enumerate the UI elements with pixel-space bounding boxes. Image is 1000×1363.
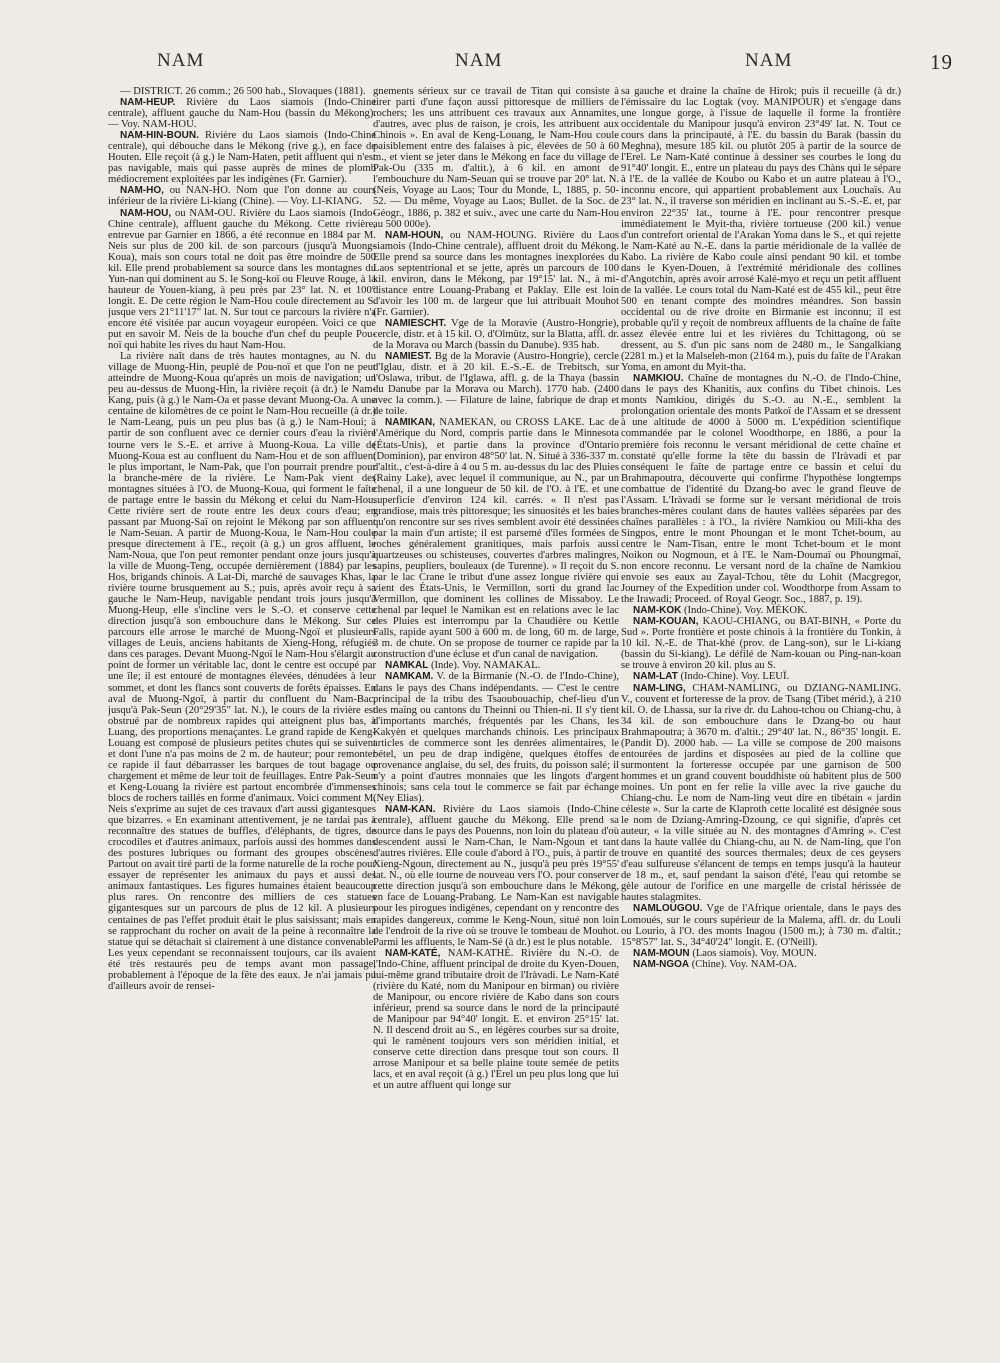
dictionary-entry	[373, 417, 619, 660]
entry-text: ou NAN-HO. Nom que l'on donne au cours inférieur de la rivière Li-kiang (Chine). — Voy. LI-KIANG.	[108, 185, 376, 208]
entry-headword: NAM-KATÉ,	[385, 947, 441, 959]
entry-text: sa gauche et draine la chaîne de Hirok; puis il recueille (à dr.) l'émissaire du lac Logtak (voy. MANIPOUR) et s'engage dans une longue gorge, à l'issue de laquelle il forme la frontière occidentale du Manipour jusqu'à environ 23°49' lat. N. Tout ce cours dans la principauté, à l'E. du bassin du Barak (bassin du Meghna), mesure 185 kil. ou plutôt 205 à partir de la source de l'Erel. Le Nam-Katé continue à dessiner ses courbes le long du 91°40' longit. E., entre un plateau du pays des Chàns qui le sépare à l'E. de la vallée de Koubo ou Kabo et un autre plateau à l'O., inconnu encore, qui appartient probablement aux Louchaïs. Au 23° lat. N., il traverse son méridien en inclinant au S.-S.-E. et, par environ 22°35' lat., tourne à l'E. pour rencontrer presque immédiatement le Myit-tha, rivière tortueuse (200 kil.) venue d'un contrefort oriental de l'Arakan Yoma dans le S., et qui rejette le Nam-Katé au N.-E. dans la partie méridionale de la vallée de Kabo. La rivière de Kabo coule ainsi pendant 90 kil. et tombe dans le Kyen-Douen, à l'extrémité méridionale des collines d'Angotchin, après avoir arrosé Kalé-myo et reçu un petit affluent de la vallée. Le cours total du Nam-Katé est de 455 kil., peut être 500 en tenant compte des moindres méandres. Son bassin occidental ou de rive droite en Birmanie est inconnu; il est probable qu'il y reçoit de nombreux affluents de la chaîne de faîte assez élevée entre lui et les rivières du Tchittagong, où se dressent, au S. d'un pic sans nom de 2480 m., le Sangalkiang (2281 m.) et la Malseleh-mon (2164 m.), puis du faîte de l'Arakan Yoma, en amont du Myit-tha.	[621, 86, 901, 374]
dictionary-entry	[621, 373, 901, 605]
entry-text: gnements sérieux sur ce travail de Titan qui consiste à tirer parti d'une façon aussi pittoresque de milliers de rochers; les uns attribuent ces travaux aux Annamites, d'autres, avec plus de raison, je crois, les attribuent aux Chinois ». En aval de Keng-Louang, le Nam-Hou coule paisiblement entre des falaises à pic, élevées de 50 à 60 m., et vient se jeter dans le Mékong en face du village de Pak-Ou (335 m. d'altit.), à 6 kil. en amont de l'embouchure du Nam-Seuan qui se trouve par 20° lat. N. (Neis, Voyage au Laos; Tour du Monde, L, 1885, p. 50-52. — Du même, Voyage au Laos; Bullet. de la Soc. de Géogr., 1886, p. 382 et suiv., avec une carte du Nam-Hou au 500 000e).	[373, 86, 619, 230]
dictionary-entry	[621, 86, 901, 373]
dictionary-entry	[621, 683, 901, 904]
entry-headword: NAM-HIN-BOUN.	[120, 130, 199, 142]
entry-headword: NAMLOUGOU.	[633, 903, 703, 915]
dictionary-entry	[108, 86, 376, 97]
entry-headword: NAM-LAT	[633, 671, 678, 683]
entry-headword: NAM-NGOA	[633, 958, 690, 970]
column-left	[108, 86, 376, 1348]
dictionary-entry	[108, 130, 376, 185]
column-middle	[373, 86, 619, 1348]
running-head-left: NAM	[157, 50, 205, 71]
entry-text: KAOU-CHIANG, ou BAT-BINH, « Porte du Sud ». Porte frontière et poste chinois à la frontière du Tonkin, à 10 kil. N.-E. de That-khé (prov. de Lang-son), sur le Li-kiang (bassin du Si-kiang). Le défilé de Nam-kouan ou Ping-nan-koan se trouve à environ 20 kil. plus au S.	[621, 616, 901, 672]
running-head-center: NAM	[455, 50, 503, 71]
entry-headword: NAM-KAN.	[385, 804, 436, 816]
running-head-right: NAM	[745, 50, 793, 71]
dictionary-entry	[373, 804, 619, 948]
dictionary-entry	[373, 948, 619, 1092]
dictionary-entry	[373, 671, 619, 804]
entry-text: (Chine). Voy. NAM-OA.	[691, 958, 797, 970]
entry-headword: NAM-HOU,	[120, 207, 172, 219]
dictionary-entry	[621, 671, 901, 682]
entry-headword: NAMKAM.	[385, 671, 434, 683]
entry-text: ou NAM-HOUNG. Rivière du Laos siamois (Indo-Chine centrale), affluent droit du Mékong. Elle prend sa source dans les montagnes inexplorées du Laos septentrional et se jette, après un parcours de 100 kil. environ, dans le Mékong, par 19°15' lat. N., à mi-distance entre Louang-Prabang et Paklay. Elle est loin d'avoir les 100 m. de largeur que lui attribuait Mouhot (Fr. Garnier).	[373, 229, 619, 318]
entry-headword: NAM-KOK	[633, 605, 682, 617]
dictionary-entry	[108, 97, 376, 130]
entry-text: (Indo-Chine). Voy. LEUÏ.	[680, 671, 790, 683]
dictionary-entry	[621, 605, 901, 616]
dictionary-entry	[108, 185, 376, 207]
entry-headword: NAM-HOUN,	[385, 229, 444, 241]
entry-text: La rivière naît dans de très hautes montagnes, au N. du village de Muong-Hin, peuplé de Pou-noï et que l'on ne peut atteindre de Muong-Koua qu'après un mois de navigation; un peu au-dessus de Muong-Hin, la rivière reçoit (à dr.) le Nam-Kang, puis (à g.) le Nam-Oa et passe devant Muong-Oa. A une centaine de kilomètres de ce point le Nam-Hou recueille (à dr.) le Nam-Leang, puis un peu plus bas (à g.) le Nam-Houi; à partir de son confluent avec ce dernier cours d'eau la rivière tourne vers le S.-E. et arrive à Muong-Koua. La ville de Muong-Koua est au confluent du Nam-Hou et de son affluent le plus important, le Nam-Pak, que l'on pourrait prendre pour la branche-mère de la rivière. Le Nam-Pak vient des montagnes situées à l'O. de Muong-Koua, qui forment le faîte de partage entre le bassin du Mékong et celui du Nam-Hou. Cette rivière sert de route entre les deux cours d'eau; en passant par Muong-Saï on rejoint le Mékong par son affluent le Nam-Seuan. A partir de Muong-Koua, le Nam-Hou coule presque directement à l'E., reçoit (à g.) un gros affluent, le Nam-Noua, que l'on peut remonter pendant onze jours jusqu'à la ville de Muong-Teng, occupée dernièrement (1884) par les Hos, brigands chinois. A Lat-Di, marché de sauvages Khas, la rivière tourne brusquement au S.; puis, après avoir reçu à sa gauche le Nam-Heup, navigable pendant trois jours jusqu'à Muong-Heup, elle s'incline vers le S.-O. et conserve cette direction jusqu'à son embouchure dans le Mékong. Sur ce parcours elle arrose le marché de Muong-Ngoï et plusieurs villages de Leuis, anciens habitants de Xieng-Hong, réfugiés dans ces parages. Devant Muong-Ngoï le Nam-Hou s'élargit au point de former un véritable lac, dont le centre est occupé par une île; il est entouré de montagnes élevées, dénudées à leur sommet, et dont les flancs sont couverts de forêts épaisses. En aval de Muong-Ngoï, à partir du confluent du Nam-Bac, jusqu'à Pak-Seun (20°29'35" lat. N.), le cours de la rivière est obstrué par de nombreux rapides qui atteignent plus bas, à Luang, des proportions menaçantes. Le grand rapide de Keng-Louang est composé de plusieurs petites chutes qui se suivent et dont l'une n'a pas moins de 2 m. de hauteur; pour remonter ce rapide il faut débarrasser les barques de tout bagage ou chargement et même de leur toit de feuillages. Entre Pak-Seun et Keng-Louang la rivière est partout encombrée d'immenses blocs de rochers taillés en forme d'animaux. Voici comment M. Neis s'exprime au sujet de ces travaux d'art aussi gigantesques que bizarres. « En examinant attentivement, je ne tardai pas à reconnaître des statues de buffles, d'éléphants, de tigres, de crocodiles et d'autres animaux, parfois aussi des hommes dans des postures lubriques ou formant des groupes obscènes. Partout on avait tiré parti de la forme naturelle de la roche pour essayer de représenter les animaux du pays et aussi des animaux fantastiques. Les figures humaines étaient beaucoup plus rares. On rencontre des milliers de ces statues gigantesques sur un parcours de plus de 12 kil. A plusieurs centaines de pas l'effet produit était le plus saisissant; mais en se rapprochant du rocher on avait de la peine à reconnaître la statue qui se détachait si clairement à une distance convenable. Les yeux cependant se reconnaissent toujours, car ils avaient été très restaurés peu de temps avant mon passage, probablement à l'époque de la fête des eaux. Je n'ai jamais pu d'ailleurs avoir de rensei-	[108, 351, 376, 992]
entry-text: (Laos siamois). Voy. MOUN.	[692, 947, 817, 959]
entry-text: Chaîne de montagnes du N.-O. de l'Indo-Chine, dans le pays des Khanitis, aux confins du Tibet chinois. Les monts Namkiou, dirigés du S.-O. au N.-E., semblent la prolongation orientale des monts Patkoï de l'Assam et se dressent à une altitude de 4000 à 5000 m. L'expédition scientifique commandée par le colonel Woodthorpe, en 1886, a pour la première fois reconnu le versant méridional de cette chaîne et constaté qu'elle forme la tête du bassin de l'Iràvadi et par conséquent le faîte de partage entre ce bassin et celui du Brahmapoutra, découverte qui confirme l'hypothèse longtemps combattue de l'identité du Dzang-bo avec le grand fleuve de l'Assam. L'Iràvadi se forme sur le versant méridional de trois branches-mères coulant dans de hautes vallées séparées par des chaînes parallèles : à l'O., la rivière Namkiou ou Mili-kha des Singpos, entre le mont Phoungan et le mont Tchet-boum, au centre le Nam-Tisan, entre le mont Tchet-boum et le mont Noikon ou Nogmoun, et à l'E. le Nam-Doumaï ou Phoungmaï, non encore reconnu. Le versant nord de la chaîne de Namkiou envoie ses eaux au Zayal-Tchou, tête du Lohit (Macgregor, Journey of the Expedition under col. Woodthorpe from Assam to the Irawadi; Proceed. of Royal Geogr. Soc., 1887, p. 19).	[621, 373, 901, 606]
entry-headword: NAM-MOUN	[633, 947, 690, 959]
entry-text: NAMEKAN, ou CROSS LAKE. Lac de l'Amérique du Nord, compris partie dans le Minnesota (États-Unis), et partie dans la province d'Ontario (Dominion), par environ 48°50' lat. N. Situé à 336-337 m. d'altit., c'est-à-dire à 4 ou 5 m. au-dessus du lac des Pluies (Rainy Lake), avec lequel il communique, au N., par un chenal, il a une longueur de 50 kil. de l'O. à l'E. et une superficie d'environ 124 kil. carrés. « Il n'est pas grandiose, mais très pittoresque; les sinuosités et les baies qu'on rencontre sur ses rives semblent avoir été dessinées par la main d'un artiste; il est parsemé d'îles formées de roches généralement granitiques, mais parfois aussi quartzeuses ou schisteuses, couvertes d'arbres malingres, sapins, peupliers, bouleaux (de Turenne). » Il reçoit du S. par le lac Crane le tribut d'une assez longue rivière qui vient des États-Unis, le Vermillon, sorti du grand lac Vermillon, que dominent les collines de Missaboy. Le chenal par lequel le Namikan est en relations avec le lac des Pluies est interrompu par la Chaudière ou Kettle Falls, rapide ayant 500 à 600 m. de long, 60 m. de large, 3 m. de chute. On se propose de tourner ce rapide par la construction d'une écluse et d'un canal de navigation.	[373, 417, 619, 661]
dictionary-entry	[373, 660, 619, 671]
dictionary-entry	[373, 318, 619, 351]
dictionary-entry	[621, 616, 901, 671]
entry-headword: NAMIESCHT.	[385, 317, 447, 329]
entry-text: (Inde). Voy. NAMAKAL.	[430, 660, 541, 672]
dictionary-entry	[621, 948, 901, 959]
column-right	[621, 86, 901, 1348]
dictionary-entry	[373, 351, 619, 417]
entry-text: ou NAM-OU. Rivière du Laos siamois (Indo-Chine centrale), affluent gauche du Mékong. Cette rivière, entrevue par Garnier en 1866, a été reconnue en 1884 par M. Neis sur plus de 200 kil. de son parcours (jusqu'à Muong-Koua), mais son cours total ne doit pas être moindre de 500 kil. Elle prend probablement sa source dans les montagnes du Yun-nan qui dominent au S. le Song-koï ou Fleuve Rouge, à la hauteur de Youen-kiang, à peu près par 23° lat. N. et 100° longit. E. De cette région le Nam-Hou coule directement au S. jusque vers 21°11'17" lat. N. Sur tout ce parcours la rivière n'a encore été visitée par aucun voyageur européen. Voici ce que put en savoir M. Neis de la bouche d'un chef du peuple Pou-noï qui habite les rives du haut Nam-Hou.	[108, 207, 376, 352]
entry-text: Rivière du Laos siamois (Indo-Chine centrale), qui débouche dans le Mékong (rive g.), en face de Houten. Elle reçoit (à g.) le Nam-Haten, petit affluent qui n'est pas navigable, mais qui passe auprès de mines de plomb médiocrement exploitées par les indigènes (Fr. Garnier).	[108, 130, 376, 186]
entry-headword: NAM-LING,	[633, 682, 686, 694]
entry-text: — DISTRICT. 26 comm.; 26 500 hab., Slovaques (1881).	[120, 86, 366, 97]
entry-text: NAM-KATHÉ. Rivière du N.-O. de l'Indo-Chine, affluent principal de droite du Kyen-Douen, lui-même grand tributaire droit de l'Iràvadi. Le Nam-Katé (rivière du Katé, nom du Manipour en birman) ou rivière de Manipour, ou encore rivière de Kabo dans son cours inférieur, prend sa source dans le nord de la principauté de Manipour par 94°40' longit. E. et environ 25°15' lat. N. Il descend droit au S., en légères courbes sur sa droite, qui le ramènent toujours vers son méridien initial, et conserve cette direction dans presque tout son cours. Il arrose Manipour et sa belle plaine toute semée de petits lacs, et en aval reçoit (à g.) l'Erel un peu plus long que lui et un autre affluent qui longe sur	[373, 947, 619, 1092]
entry-text: Rivière du Laos siamois (Indo-Chine centrale), affluent gauche du Mékong. Elle prend sa source dans le pays des Pouenns, non loin du plateau d'où descendent aussi le Nam-Chan, le Nam-Ngoun et tant d'autres rivières. Elle coule d'abord à l'O., puis, à partir de Xieng-Ngoun, directement au N., jusqu'à peu près 19°55' lat. N., où elle tourne de nouveau vers l'O. pour conserver cette direction jusqu'à son embouchure dans le Mékong, en face de Louang-Prabang. Le Nam-Kan est navigable pour les pirogues indigènes, cependant on y rencontre des rapides dangereux, comme le Keng-Noun, situé non loin de l'endroit de la rive où se trouve le tombeau de Mouhot. Parmi les affluents, le Nam-Sé (à dr.) est le plus notable.	[373, 804, 619, 948]
entry-text: Rivière du Laos siamois (Indo-Chine centrale), affluent gauche du Nam-Hou (bassin du Mékong). — Voy. NAM-HOU.	[108, 97, 376, 131]
entry-headword: NAM-HO,	[120, 185, 164, 197]
dictionary-entry	[108, 208, 376, 352]
entry-text: (Indo-Chine). Voy. MÉKOK.	[683, 605, 808, 617]
entry-headword: NAM-HEUP.	[120, 97, 176, 109]
dictionary-entry	[621, 903, 901, 947]
entry-text: Vge de l'Afrique orientale, dans le pays des Lomoués, sur le cours supérieur de la Malema, affl. dr. du Louli ou Lourio, à l'O. des monts Inagou (1500 m.); à 730 m. d'altit.; 15°8'57" lat. S., 34°40'24" longit. E. (O'Neill).	[621, 903, 901, 948]
dictionary-entry	[373, 86, 619, 230]
page-number: 19	[930, 50, 953, 74]
entry-text: V. de la Birmanie (N.-O. de l'Indo-Chine), dans le pays des Chans indépendants. — C'est le centre principal de la tribu des Tsaoubouachip, chef-lieu d'un des maïng ou cantons du Theinni ou Thien-ni. Il s'y tient d'importants marchés, fréquentés par les Chans, les Kakyèn et quelques marchands chinois. Les principaux articles de commerce sont les denrées alimentaires, le bétel, un peu de drap indigène, quelques étoffes de provenance anglaise, du sel, des fruits, du poisson salé; il n'y a point d'autres monnaies que les lingots d'argent chinois; sans cela tout le commerce se fait par échange (Ney Elias).	[373, 671, 619, 804]
dictionary-entry	[108, 351, 376, 992]
dictionary-entry	[373, 230, 619, 318]
dictionary-entry	[621, 959, 901, 970]
entry-text: CHAM-NAMLING, ou DZIANG-NAMLING. V., couvent et forteresse de la prov. de Tsang (Tibet mérid.), à 210 kil. O. de Lhassa, sur la rive dr. du Lahou-tchou ou Chiang-chu, à 34 kil. de son embouchure dans le Dzang-bo ou haut Brahmapoutra; à 3670 m. d'altit.; 29°40' lat. N., 86°35' longit. E. (Pandit D). 2000 hab. — La ville se compose de 200 maisons entourées de jardins et disposées au pied de la colline que surmontent la forteresse occupée par une garnison de 500 hommes et un grand couvent bouddhiste où habitent plus de 500 moines. Un pont en fer relie la ville avec la rive gauche du Chiang-chu. Le nom de Nam-ling veut dire en tibétain « jardin céleste ». Sur la carte de Klaproth cette localité est désignée sous le nom de Dziang-Amring-Dzoung, ce qui signifie, d'après cet auteur, « la ville située au N. des montagnes d'Amring ». C'est dans la haute vallée du Chiang-chu, au N. de Nam-ling, que l'on trouve en quantité des sources thermales; deux de ces geysers d'eau sulfureuse s'élancent de temps en temps jusqu'à la hauteur de 18 m., et, sauf pendant la saison d'été, l'eau qui retombe se gèle autour de l'orifice en une margelle de cristal hérissée de hautes stalagmites.	[621, 682, 901, 904]
entry-headword: NAM-KOUAN,	[633, 616, 699, 628]
entry-headword: NAMIKAN,	[385, 417, 435, 429]
entry-headword: NAMKAL	[385, 660, 429, 672]
entry-headword: NAMIEST.	[385, 351, 432, 363]
entry-text: Vge de la Moravie (Austro-Hongrie), cercle, distr. et à 15 kil. O. d'Olmütz, sur la Blatta, affl. dr. de la Morava ou March (bassin du Danube). 935 hab.	[373, 317, 619, 352]
entry-text: Bg de la Moravie (Austro-Hongrie), cercle d'Iglau, distr. et à 20 kil. E.-S.-E. de Trebitsch, sur l'Oslawa, tribut. de l'Iglawa, affl. g. de la Thaya (bassin du Danube par la Morava ou March). 1770 hab. (2400 avec la comm.). — Filature de laine, fabrique de drap et de toile.	[373, 351, 619, 418]
entry-headword: NAMKIOU.	[633, 373, 684, 385]
